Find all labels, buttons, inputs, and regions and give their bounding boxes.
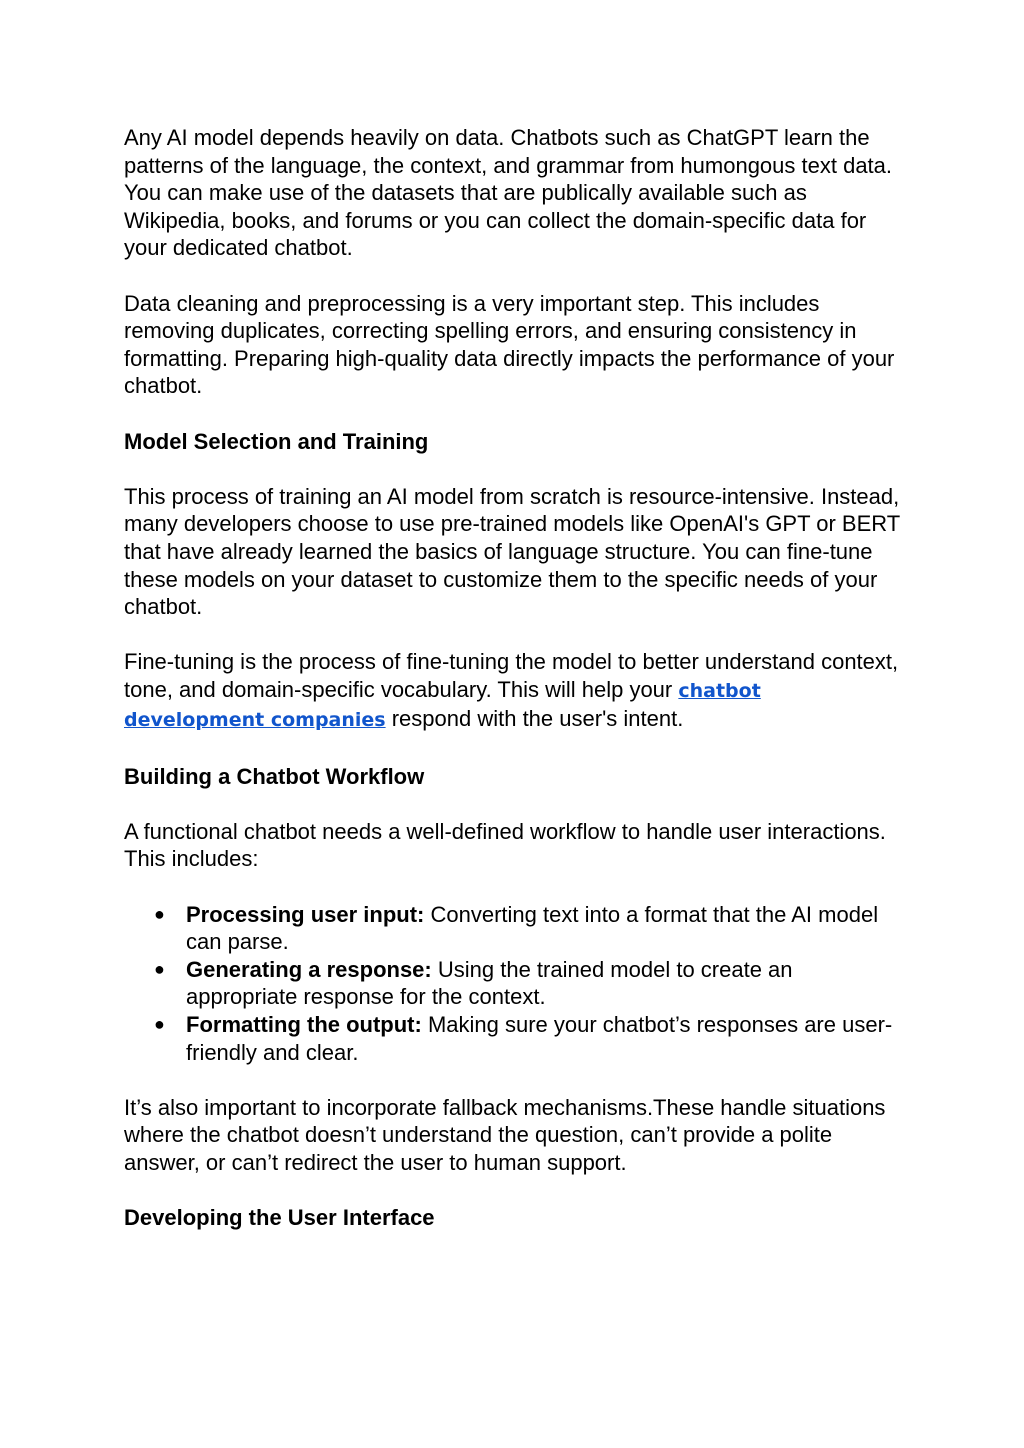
document-page xyxy=(124,124,904,1259)
fine-tuning-text-end: respond with the user's intent. xyxy=(385,706,684,732)
list-item-title: Generating a response: xyxy=(186,956,432,982)
heading-user-interface: Developing the User Interface xyxy=(124,1205,435,1231)
list-item-text: Making sure your chatbot’s responses are user-friendly and clear. xyxy=(186,1012,893,1065)
fine-tuning-text-start: Fine-tuning is the process of fine-tuning the model to better understand context, tone, and domain-specific vocabulary. This will help your xyxy=(124,649,899,702)
list-item-title: Processing user input: xyxy=(186,901,425,927)
list-item xyxy=(154,901,904,956)
paragraph-fallback-mechanisms: It’s also important to incorporate fallback mechanisms.These handle situations where the chatbot doesn’t understand the question, can’t provide a polite answer, or can’t redirect the user to human support. xyxy=(124,1094,886,1175)
paragraph-fine-tuning xyxy=(124,648,904,735)
bullet-icon: ● xyxy=(154,1014,165,1034)
bullet-icon: ● xyxy=(154,903,165,924)
paragraph-data-cleaning: Data cleaning and preprocessing is a very important step. This includes removing duplicates, correcting spelling errors, and ensuring consistency in formatting. Preparing high-quality data directly impacts the performance of your chatbot. xyxy=(124,290,895,399)
bullet-icon: ● xyxy=(154,958,165,979)
workflow-bullet-list xyxy=(124,901,904,1067)
list-item xyxy=(154,1011,904,1066)
paragraph-pretrained-models: This process of training an AI model from scratch is resource-intensive. Instead, many developers choose to use pre-trained models like OpenAI's GPT or BERT that have already learned the basics of language structure. You can fine-tune these models on your dataset to customize them to the specific needs of your chatbot. xyxy=(124,483,900,620)
paragraph-data-importance: Any AI model depends heavily on data. Chatbots such as ChatGPT learn the patterns of the language, the context, and grammar from humongous text data. You can make use of the datasets that are publically available such as Wikipedia, books, and forums or you can collect the domain-specific data for your dedicated chatbot. xyxy=(124,125,893,261)
list-item-text: Using the trained model to create an appropriate response for the context. xyxy=(186,956,793,1010)
chatbot-development-companies-link[interactable]: chatbot development companies xyxy=(124,679,761,732)
list-item-title: Formatting the output: xyxy=(186,1012,422,1037)
heading-model-selection: Model Selection and Training xyxy=(124,428,429,454)
list-item xyxy=(154,956,904,1011)
paragraph-workflow-intro: A functional chatbot needs a well-defined workflow to handle user interactions. This includes: xyxy=(124,818,886,872)
list-item-text: Converting text into a format that the AI model can parse. xyxy=(186,901,879,955)
heading-chatbot-workflow: Building a Chatbot Workflow xyxy=(124,763,425,789)
